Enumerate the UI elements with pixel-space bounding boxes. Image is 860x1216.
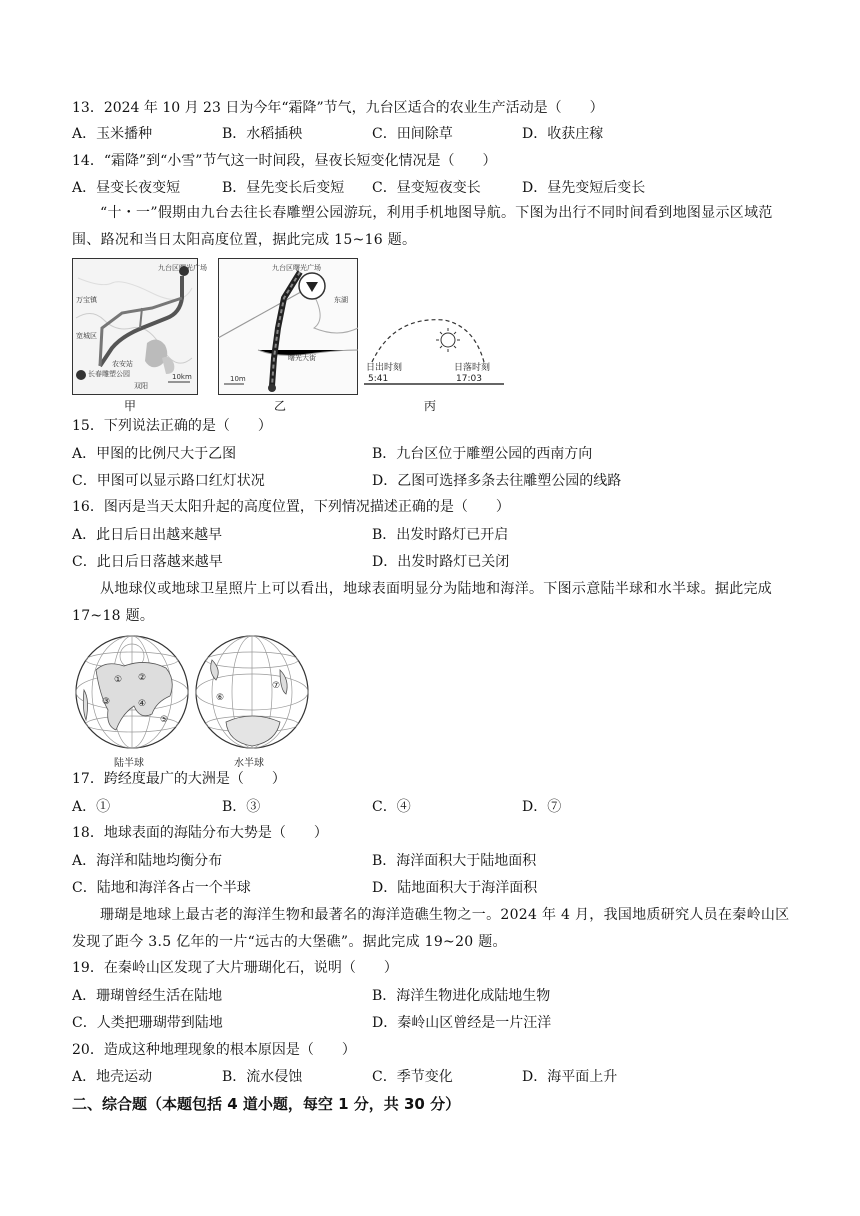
land-marker-4: ④ [138, 699, 147, 709]
map-jia [72, 258, 207, 395]
land-marker-2: ② [138, 673, 147, 683]
jia-label-shuangyang: 双阳 [134, 382, 148, 390]
q14-option-d: D．昼先变短后变长 [522, 180, 646, 196]
q19-stem: 19．在秦岭山区发现了大片珊瑚化石，说明（ ） [72, 960, 398, 976]
jia-label-park: 长春雕塑公园 [88, 370, 130, 378]
q15-option-c: C．甲图可以显示路口红灯状况 [72, 473, 265, 489]
yi-label-donghu: 东湖 [334, 296, 348, 304]
q14-option-c: C．昼变短夜变长 [372, 180, 481, 196]
jia-label-nongan: 农安站 [112, 360, 133, 368]
jia-label-wanbao: 万宝镇 [76, 296, 97, 304]
water-marker-6: ⑥ [216, 693, 225, 703]
sun-icon [436, 328, 460, 352]
caption-water-hemisphere: 水半球 [234, 758, 264, 769]
caption-land-hemisphere: 陆半球 [114, 758, 144, 769]
q15-stem: 15．下列说法正确的是（ ） [72, 418, 272, 434]
jia-label-kuancheng: 宽城区 [76, 332, 97, 340]
bing-sunrise-time: 5:41 [368, 374, 389, 384]
yi-label-start: 九台区曙光广场 [272, 264, 321, 272]
land-hemisphere-globe [76, 630, 316, 754]
bing-sunset-time: 17:03 [456, 374, 482, 384]
q16-option-a: A．此日后日出越来越早 [72, 527, 223, 543]
q14-option-a: A．昼变长夜变短 [72, 180, 181, 196]
q19-option-a: A．珊瑚曾经生活在陆地 [72, 988, 223, 1004]
q17-stem: 17．跨经度最广的大洲是（ ） [72, 771, 286, 787]
q15-option-b: B．九台区位于雕塑公园的西南方向 [372, 446, 593, 462]
q17-option-b: B．③ [222, 799, 261, 815]
land-marker-1: ① [114, 675, 123, 685]
q19-option-d: D．秦岭山区曾经是一片汪洋 [372, 1015, 552, 1031]
q13-option-c: C．田间除草 [372, 126, 453, 142]
passage-17-18: 从地球仪或地球卫星照片上可以看出，地球表面明显分为陆地和海洋。下图示意陆半球和水半球。据此完成 17~18 题。 [72, 581, 773, 624]
q18-option-a: A．海洋和陆地均衡分布 [72, 853, 223, 869]
hemisphere-figure [76, 630, 316, 768]
q17-option-a: A．① [72, 799, 111, 815]
q20-option-b: B．流水侵蚀 [222, 1069, 303, 1085]
jia-scale: 10km [172, 373, 192, 381]
q13-option-b: B．水稻插秧 [222, 126, 303, 142]
q19-option-c: C．人类把珊瑚带到陆地 [72, 1015, 223, 1031]
q20-option-d: D．海平面上升 [522, 1069, 618, 1085]
q18-stem: 18．地球表面的海陆分布大势是（ ） [72, 825, 328, 841]
q20-option-a: A．地壳运动 [72, 1069, 153, 1085]
q16-option-d: D．出发时路灯已关闭 [372, 554, 510, 570]
q14-stem: 14．“霜降”到“小雪”节气这一时间段，昼夜长短变化情况是（ ） [72, 153, 497, 169]
map-yi [218, 258, 358, 395]
caption-yi: 乙 [274, 399, 287, 413]
yi-label-street: 曙光大街 [288, 354, 316, 362]
passage-15-16: “十・一”假期由九台去往长春雕塑公园游玩，利用手机地图导航。下图为出行不同时间看到地图显示区域范围、路况和当日太阳高度位置，据此完成 15~16 题。 [72, 205, 773, 248]
diagram-bing [364, 258, 504, 395]
caption-bing: 丙 [424, 399, 437, 413]
land-marker-3: ③ [102, 697, 111, 707]
caption-jia: 甲 [124, 399, 137, 413]
q16-stem: 16．图丙是当天太阳升起的高度位置，下列情况描述正确的是（ ） [72, 499, 510, 515]
q13-option-d: D．收获庄稼 [522, 126, 604, 142]
q19-option-b: B．海洋生物进化成陆地生物 [372, 988, 551, 1004]
q18-option-d: D．陆地面积大于海洋面积 [372, 880, 538, 896]
q15-option-d: D．乙图可选择多条去往雕塑公园的线路 [372, 473, 622, 489]
yi-scale: 10m [230, 375, 246, 383]
q14-option-b: B．昼先变长后变短 [222, 180, 345, 196]
passage-19-20: 珊瑚是地球上最古老的海洋生物和最著名的海洋造礁生物之一。2024 年 4 月，我国地质研究人员在秦岭山区发现了距今 3.5 亿年的一片“远古的大堡礁”。据此完成 19~20 题。 [72, 907, 790, 950]
q13-option-a: A．玉米播种 [72, 126, 153, 142]
q17-option-d: D．⑦ [522, 799, 562, 815]
water-marker-7: ⑦ [272, 681, 281, 691]
bing-sunrise-label: 日出时刻 [366, 363, 403, 373]
q17-option-c: C．④ [372, 799, 411, 815]
q15-option-a: A．甲图的比例尺大于乙图 [72, 446, 237, 462]
q16-option-c: C．此日后日落越来越早 [72, 554, 223, 570]
jia-label-start: 九台区曙光广场 [158, 264, 207, 272]
q18-option-c: C．陆地和海洋各占一个半球 [72, 880, 251, 896]
section-2-heading: 二、综合题（本题包括 4 道小题，每空 1 分，共 30 分） [72, 1095, 461, 1113]
q20-option-c: C．季节变化 [372, 1069, 453, 1085]
q13-stem: 13．2024 年 10 月 23 日为今年“霜降”节气，九台区适合的农业生产活动是（ ） [72, 100, 604, 116]
q16-option-b: B．出发时路灯已开启 [372, 527, 509, 543]
q20-stem: 20．造成这种地理现象的根本原因是（ ） [72, 1042, 356, 1058]
land-marker-5: ⑤ [160, 715, 169, 725]
q18-option-b: B．海洋面积大于陆地面积 [372, 853, 537, 869]
bing-sunset-label: 日落时刻 [454, 363, 491, 373]
map-figure-group [72, 258, 512, 414]
